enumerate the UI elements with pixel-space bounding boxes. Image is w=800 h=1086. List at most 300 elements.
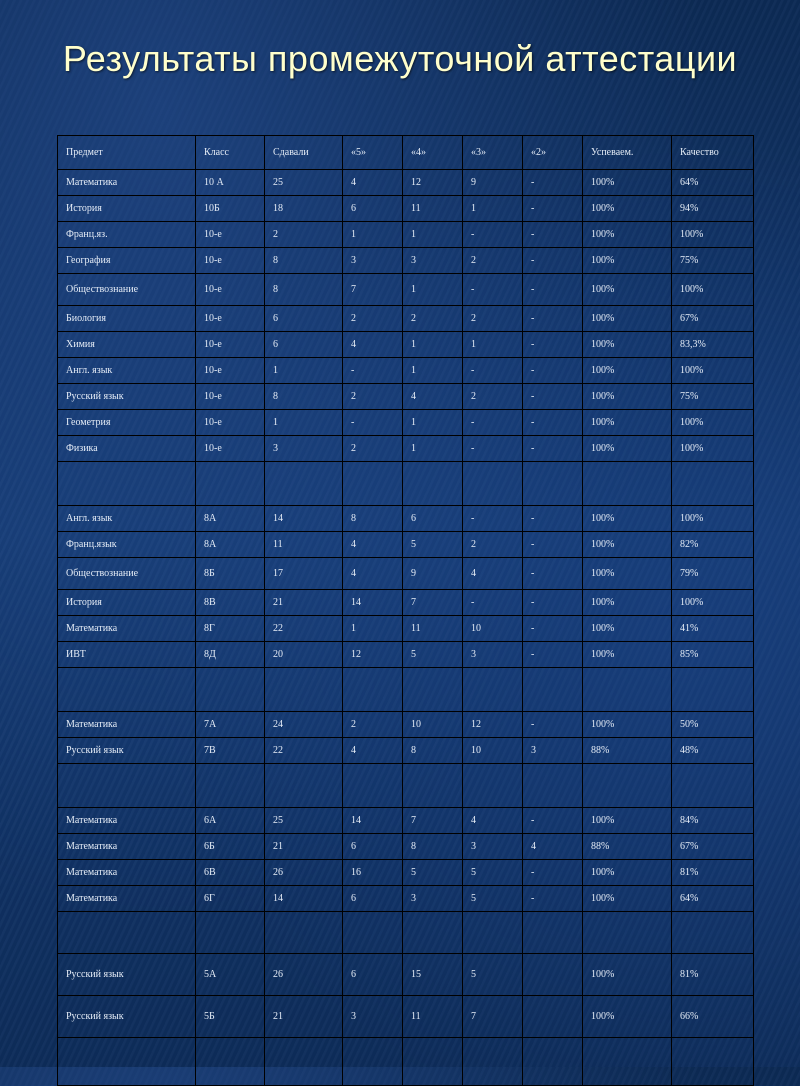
cell-class: 6Г	[196, 886, 265, 912]
cell-subject	[58, 668, 196, 712]
cell-grade-3: 7	[463, 996, 523, 1038]
cell-grade-2: 4	[523, 834, 583, 860]
cell-grade-5	[343, 912, 403, 954]
cell-quality: 64%	[672, 170, 754, 196]
cell-class: 7А	[196, 712, 265, 738]
cell-quality: 100%	[672, 274, 754, 306]
cell-grade-3: 10	[463, 616, 523, 642]
cell-class: 8Б	[196, 558, 265, 590]
cell-success-rate: 88%	[583, 738, 672, 764]
cell-grade-3: -	[463, 506, 523, 532]
cell-grade-3: 4	[463, 808, 523, 834]
table-spacer-row	[58, 462, 754, 506]
cell-subject	[58, 912, 196, 954]
cell-quality: 67%	[672, 306, 754, 332]
cell-grade-4: 6	[403, 506, 463, 532]
cell-grade-2: -	[523, 170, 583, 196]
cell-grade-3: 4	[463, 558, 523, 590]
cell-grade-2: -	[523, 222, 583, 248]
cell-grade-3: 2	[463, 248, 523, 274]
cell-took: 26	[265, 954, 343, 996]
cell-grade-5: 2	[343, 436, 403, 462]
cell-subject: Франц.яз.	[58, 222, 196, 248]
cell-success-rate: 100%	[583, 808, 672, 834]
cell-grade-2	[523, 912, 583, 954]
cell-grade-2: -	[523, 248, 583, 274]
cell-grade-2: -	[523, 196, 583, 222]
cell-grade-4: 5	[403, 532, 463, 558]
table-row	[58, 332, 754, 358]
cell-grade-5: 4	[343, 332, 403, 358]
cell-grade-2: -	[523, 860, 583, 886]
column-header-grade-4: «4»	[403, 136, 463, 170]
cell-quality: 100%	[672, 506, 754, 532]
cell-subject: Биология	[58, 306, 196, 332]
cell-grade-4: 8	[403, 834, 463, 860]
cell-quality: 84%	[672, 808, 754, 834]
cell-quality: 85%	[672, 642, 754, 668]
column-header-grade-3: «3»	[463, 136, 523, 170]
cell-grade-3: 5	[463, 860, 523, 886]
cell-grade-5: 2	[343, 306, 403, 332]
cell-grade-3: -	[463, 222, 523, 248]
cell-grade-4: 4	[403, 384, 463, 410]
cell-grade-5: 14	[343, 808, 403, 834]
cell-success-rate: 100%	[583, 248, 672, 274]
cell-grade-4	[403, 668, 463, 712]
cell-grade-3: -	[463, 358, 523, 384]
cell-grade-4: 11	[403, 616, 463, 642]
cell-success-rate: 100%	[583, 384, 672, 410]
cell-took	[265, 764, 343, 808]
cell-subject: Математика	[58, 170, 196, 196]
cell-subject: Геометрия	[58, 410, 196, 436]
cell-quality	[672, 912, 754, 954]
cell-subject	[58, 764, 196, 808]
cell-quality: 100%	[672, 222, 754, 248]
cell-grade-3: -	[463, 436, 523, 462]
cell-grade-3: 3	[463, 834, 523, 860]
cell-grade-5: 4	[343, 558, 403, 590]
cell-class: 6В	[196, 860, 265, 886]
cell-subject: Математика	[58, 808, 196, 834]
cell-subject: Математика	[58, 860, 196, 886]
cell-subject: Обществознание	[58, 274, 196, 306]
cell-grade-3: 1	[463, 332, 523, 358]
cell-class: 7В	[196, 738, 265, 764]
table-row	[58, 996, 754, 1038]
cell-quality: 94%	[672, 196, 754, 222]
cell-quality: 83,3%	[672, 332, 754, 358]
cell-grade-3	[463, 462, 523, 506]
column-header-class: Класс	[196, 136, 265, 170]
cell-class: 10-е	[196, 306, 265, 332]
cell-quality: 48%	[672, 738, 754, 764]
cell-class: 6А	[196, 808, 265, 834]
cell-quality: 100%	[672, 410, 754, 436]
cell-took: 26	[265, 860, 343, 886]
cell-class: 6Б	[196, 834, 265, 860]
cell-class: 10Б	[196, 196, 265, 222]
table-row	[58, 196, 754, 222]
cell-grade-3	[463, 764, 523, 808]
cell-grade-2	[523, 764, 583, 808]
cell-success-rate: 100%	[583, 712, 672, 738]
cell-grade-2: -	[523, 712, 583, 738]
cell-took: 6	[265, 306, 343, 332]
cell-grade-4: 11	[403, 196, 463, 222]
cell-subject: Математика	[58, 616, 196, 642]
cell-class: 10-е	[196, 436, 265, 462]
cell-quality: 82%	[672, 532, 754, 558]
cell-grade-2: -	[523, 642, 583, 668]
cell-success-rate: 100%	[583, 358, 672, 384]
cell-grade-3: 9	[463, 170, 523, 196]
cell-success-rate: 100%	[583, 306, 672, 332]
cell-grade-5	[343, 1038, 403, 1086]
cell-grade-4	[403, 764, 463, 808]
cell-took: 24	[265, 712, 343, 738]
cell-took: 21	[265, 590, 343, 616]
cell-grade-2: -	[523, 886, 583, 912]
cell-success-rate: 100%	[583, 860, 672, 886]
cell-success-rate	[583, 668, 672, 712]
cell-grade-2	[523, 1038, 583, 1086]
cell-subject: География	[58, 248, 196, 274]
cell-subject	[58, 1038, 196, 1086]
table-row	[58, 384, 754, 410]
table-row	[58, 808, 754, 834]
table-spacer-row	[58, 764, 754, 808]
table-row	[58, 860, 754, 886]
cell-class: 10-е	[196, 384, 265, 410]
cell-grade-5: 7	[343, 274, 403, 306]
cell-quality: 41%	[672, 616, 754, 642]
cell-success-rate	[583, 1038, 672, 1086]
cell-grade-5: 8	[343, 506, 403, 532]
cell-grade-2: 3	[523, 738, 583, 764]
cell-took	[265, 912, 343, 954]
cell-took: 3	[265, 436, 343, 462]
cell-grade-2: -	[523, 384, 583, 410]
cell-grade-4: 9	[403, 558, 463, 590]
cell-grade-2: -	[523, 306, 583, 332]
cell-subject: Математика	[58, 712, 196, 738]
cell-grade-2: -	[523, 332, 583, 358]
cell-subject: ИВТ	[58, 642, 196, 668]
cell-class: 10-е	[196, 222, 265, 248]
cell-took	[265, 668, 343, 712]
cell-took: 21	[265, 996, 343, 1038]
table-row	[58, 712, 754, 738]
cell-quality: 100%	[672, 436, 754, 462]
cell-class: 10-е	[196, 274, 265, 306]
cell-grade-4: 1	[403, 436, 463, 462]
cell-grade-4: 1	[403, 332, 463, 358]
cell-quality	[672, 1038, 754, 1086]
cell-grade-2	[523, 954, 583, 996]
cell-grade-2: -	[523, 410, 583, 436]
page-title: Результаты промежуточной аттестации	[62, 38, 738, 79]
table-spacer-row	[58, 668, 754, 712]
cell-grade-2: -	[523, 532, 583, 558]
cell-subject: Физика	[58, 436, 196, 462]
cell-class: 10-е	[196, 248, 265, 274]
cell-subject: Химия	[58, 332, 196, 358]
cell-grade-5: 3	[343, 996, 403, 1038]
cell-subject: История	[58, 590, 196, 616]
cell-took: 8	[265, 384, 343, 410]
cell-took: 22	[265, 616, 343, 642]
cell-success-rate	[583, 462, 672, 506]
cell-grade-3: -	[463, 274, 523, 306]
column-header-quality: Качество	[672, 136, 754, 170]
cell-class	[196, 1038, 265, 1086]
cell-quality: 66%	[672, 996, 754, 1038]
table-row	[58, 170, 754, 196]
cell-took	[265, 1038, 343, 1086]
cell-grade-4: 1	[403, 358, 463, 384]
cell-grade-4: 7	[403, 590, 463, 616]
table-row	[58, 886, 754, 912]
cell-subject: Обществознание	[58, 558, 196, 590]
cell-grade-5: 6	[343, 954, 403, 996]
table-spacer-row	[58, 912, 754, 954]
cell-quality: 81%	[672, 954, 754, 996]
cell-class: 8Д	[196, 642, 265, 668]
cell-grade-4	[403, 912, 463, 954]
cell-quality	[672, 764, 754, 808]
cell-quality: 75%	[672, 248, 754, 274]
table-header-row	[58, 136, 754, 170]
cell-grade-5	[343, 462, 403, 506]
cell-grade-5: 1	[343, 616, 403, 642]
cell-took: 1	[265, 358, 343, 384]
table-row	[58, 954, 754, 996]
cell-class	[196, 462, 265, 506]
cell-subject: Математика	[58, 834, 196, 860]
table-row	[58, 738, 754, 764]
cell-subject: Русский язык	[58, 384, 196, 410]
cell-subject: Математика	[58, 886, 196, 912]
table-row	[58, 358, 754, 384]
cell-took: 14	[265, 506, 343, 532]
cell-took: 2	[265, 222, 343, 248]
cell-grade-2: -	[523, 590, 583, 616]
cell-subject: Франц.язык	[58, 532, 196, 558]
cell-grade-3	[463, 668, 523, 712]
cell-grade-2: -	[523, 506, 583, 532]
table-row	[58, 532, 754, 558]
cell-success-rate: 100%	[583, 996, 672, 1038]
cell-class: 8Г	[196, 616, 265, 642]
cell-success-rate	[583, 764, 672, 808]
cell-grade-3: 5	[463, 954, 523, 996]
cell-grade-5: 12	[343, 642, 403, 668]
cell-grade-4	[403, 462, 463, 506]
table-row	[58, 274, 754, 306]
cell-grade-4: 5	[403, 860, 463, 886]
cell-quality: 79%	[672, 558, 754, 590]
cell-grade-5: 2	[343, 384, 403, 410]
cell-took: 18	[265, 196, 343, 222]
cell-took: 25	[265, 808, 343, 834]
cell-class: 10 А	[196, 170, 265, 196]
cell-grade-4: 1	[403, 274, 463, 306]
cell-grade-5: 4	[343, 738, 403, 764]
cell-class	[196, 912, 265, 954]
cell-class: 10-е	[196, 332, 265, 358]
cell-grade-4: 3	[403, 886, 463, 912]
cell-grade-4: 1	[403, 222, 463, 248]
cell-grade-3: 2	[463, 306, 523, 332]
cell-class: 8В	[196, 590, 265, 616]
cell-grade-5: 6	[343, 196, 403, 222]
table-row	[58, 506, 754, 532]
table-row	[58, 410, 754, 436]
cell-class: 10-е	[196, 410, 265, 436]
table-row	[58, 222, 754, 248]
table-row	[58, 642, 754, 668]
cell-grade-5: 4	[343, 170, 403, 196]
cell-took: 25	[265, 170, 343, 196]
table-row	[58, 558, 754, 590]
cell-grade-2	[523, 668, 583, 712]
cell-success-rate: 100%	[583, 616, 672, 642]
cell-success-rate	[583, 912, 672, 954]
cell-grade-4: 1	[403, 410, 463, 436]
column-header-subject: Предмет	[58, 136, 196, 170]
cell-grade-5: 3	[343, 248, 403, 274]
table-row	[58, 248, 754, 274]
cell-grade-2: -	[523, 616, 583, 642]
cell-took: 8	[265, 274, 343, 306]
cell-success-rate: 100%	[583, 532, 672, 558]
cell-grade-4: 15	[403, 954, 463, 996]
cell-grade-3: 2	[463, 532, 523, 558]
cell-class: 5Б	[196, 996, 265, 1038]
cell-grade-4	[403, 1038, 463, 1086]
cell-grade-5: -	[343, 410, 403, 436]
cell-class	[196, 668, 265, 712]
cell-grade-2: -	[523, 358, 583, 384]
cell-grade-4: 3	[403, 248, 463, 274]
cell-grade-5: 6	[343, 886, 403, 912]
cell-success-rate: 100%	[583, 222, 672, 248]
cell-grade-3: -	[463, 590, 523, 616]
cell-took	[265, 462, 343, 506]
cell-quality: 50%	[672, 712, 754, 738]
cell-grade-4: 11	[403, 996, 463, 1038]
cell-success-rate: 100%	[583, 436, 672, 462]
cell-grade-2: -	[523, 274, 583, 306]
cell-success-rate: 100%	[583, 642, 672, 668]
cell-success-rate: 100%	[583, 558, 672, 590]
cell-class: 8А	[196, 532, 265, 558]
cell-success-rate: 100%	[583, 274, 672, 306]
column-header-grade-5: «5»	[343, 136, 403, 170]
cell-success-rate: 100%	[583, 506, 672, 532]
column-header-grade-2: «2»	[523, 136, 583, 170]
table-row	[58, 436, 754, 462]
cell-grade-5	[343, 764, 403, 808]
cell-subject: Русский язык	[58, 738, 196, 764]
cell-success-rate: 100%	[583, 170, 672, 196]
cell-took: 1	[265, 410, 343, 436]
cell-subject: Русский язык	[58, 996, 196, 1038]
cell-class: 8А	[196, 506, 265, 532]
cell-took: 14	[265, 886, 343, 912]
cell-grade-3	[463, 912, 523, 954]
cell-grade-3: 3	[463, 642, 523, 668]
cell-subject	[58, 462, 196, 506]
cell-grade-4: 5	[403, 642, 463, 668]
cell-quality	[672, 668, 754, 712]
cell-success-rate: 100%	[583, 410, 672, 436]
cell-grade-2: -	[523, 558, 583, 590]
cell-grade-3: 10	[463, 738, 523, 764]
table-spacer-row	[58, 1038, 754, 1086]
cell-grade-3	[463, 1038, 523, 1086]
cell-took: 20	[265, 642, 343, 668]
cell-took: 11	[265, 532, 343, 558]
cell-grade-4: 2	[403, 306, 463, 332]
cell-grade-2	[523, 996, 583, 1038]
cell-quality: 67%	[672, 834, 754, 860]
cell-quality: 64%	[672, 886, 754, 912]
cell-quality: 100%	[672, 358, 754, 384]
table-row	[58, 590, 754, 616]
cell-grade-2	[523, 462, 583, 506]
cell-grade-4: 8	[403, 738, 463, 764]
cell-grade-3: 12	[463, 712, 523, 738]
cell-success-rate: 88%	[583, 834, 672, 860]
cell-grade-5: 14	[343, 590, 403, 616]
cell-grade-5: 6	[343, 834, 403, 860]
table-row	[58, 306, 754, 332]
table-row	[58, 616, 754, 642]
cell-quality: 75%	[672, 384, 754, 410]
cell-subject: Русский язык	[58, 954, 196, 996]
cell-took: 17	[265, 558, 343, 590]
cell-class: 5А	[196, 954, 265, 996]
cell-took: 22	[265, 738, 343, 764]
cell-grade-4: 7	[403, 808, 463, 834]
cell-grade-2: -	[523, 808, 583, 834]
cell-grade-3: -	[463, 410, 523, 436]
column-header-success-rate: Успеваем.	[583, 136, 672, 170]
cell-subject: Англ. язык	[58, 506, 196, 532]
cell-took: 6	[265, 332, 343, 358]
cell-grade-4: 12	[403, 170, 463, 196]
cell-grade-4: 10	[403, 712, 463, 738]
cell-grade-5: 2	[343, 712, 403, 738]
column-header-took: Сдавали	[265, 136, 343, 170]
cell-success-rate: 100%	[583, 196, 672, 222]
cell-quality: 100%	[672, 590, 754, 616]
cell-grade-5: -	[343, 358, 403, 384]
cell-took: 8	[265, 248, 343, 274]
cell-took: 21	[265, 834, 343, 860]
cell-grade-3: 5	[463, 886, 523, 912]
table-row	[58, 834, 754, 860]
cell-grade-5: 16	[343, 860, 403, 886]
cell-subject: Англ. язык	[58, 358, 196, 384]
cell-grade-5: 4	[343, 532, 403, 558]
cell-class	[196, 764, 265, 808]
cell-grade-3: 1	[463, 196, 523, 222]
cell-success-rate: 100%	[583, 332, 672, 358]
